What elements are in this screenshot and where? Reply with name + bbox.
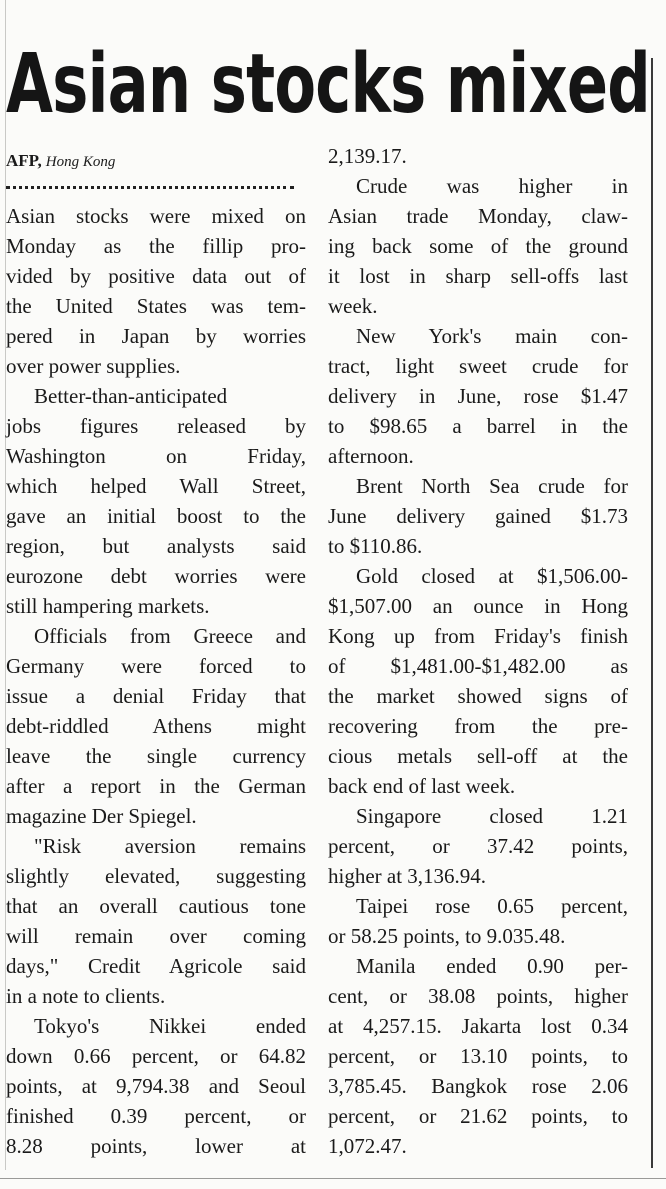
- article-text-line: "Risk aversion remains: [34, 834, 306, 858]
- byline-agency: AFP,: [6, 151, 42, 170]
- article-text-line: Singapore closed 1.21: [356, 804, 628, 828]
- article-column-left: [6, 201, 306, 1161]
- article-text-line: New York's main con-: [356, 324, 628, 348]
- article-text-line: Asian trade Monday, claw-: [328, 204, 628, 228]
- article-text-line: tract, light sweet crude for: [328, 354, 628, 378]
- article-text-line: after a report in the German: [6, 774, 306, 798]
- article-text-line: 3,785.45. Bangkok rose 2.06: [328, 1074, 628, 1098]
- article-text-line: over power supplies.: [6, 354, 181, 378]
- article-text-line: leave the single currency: [6, 744, 306, 768]
- article-text-line: Taipei rose 0.65 percent,: [356, 894, 628, 918]
- article-text-line: slightly elevated, suggesting: [6, 864, 306, 888]
- article-text-line: Germany were forced to: [6, 654, 306, 678]
- article-text-line: to $110.86.: [328, 534, 423, 558]
- byline-location: Hong Kong: [45, 154, 116, 170]
- article-text-line: still hampering markets.: [6, 594, 210, 618]
- article-text-line: Monday as the fillip pro-: [6, 234, 306, 258]
- dotted-separator: [6, 186, 294, 191]
- article-text-line: Gold closed at $1,506.00-: [356, 564, 628, 588]
- article-text-line: Manila ended 0.90 per-: [356, 954, 628, 978]
- article-text-line: 8.28 points, lower at: [6, 1134, 306, 1158]
- article-text-line: which helped Wall Street,: [6, 474, 306, 498]
- article-text-line: at 4,257.15. Jakarta lost 0.34: [328, 1014, 628, 1038]
- article-text-line: it lost in sharp sell-offs last: [328, 264, 628, 288]
- article-text-line: Washington on Friday,: [6, 444, 306, 468]
- article-text-line: Asian stocks were mixed on: [6, 204, 306, 228]
- article-text-line: cious metals sell-off at the: [328, 744, 628, 768]
- article-text-line: 2,139.17.: [328, 144, 407, 168]
- article-text-line: cent, or 38.08 points, higher: [328, 984, 628, 1008]
- article-text-line: percent, or 37.42 points,: [328, 834, 628, 858]
- article-text-line: week.: [328, 294, 378, 318]
- article-text-line: back end of last week.: [328, 774, 516, 798]
- article-text-line: delivery in June, rose $1.47: [328, 384, 628, 408]
- article-text-line: in a note to clients.: [6, 984, 166, 1008]
- column-rule: [651, 58, 653, 1168]
- article-text-line: June delivery gained $1.73: [328, 504, 628, 528]
- article-text-line: of $1,481.00-$1,482.00 as: [328, 654, 628, 678]
- article-text-line: Tokyo's Nikkei ended: [34, 1014, 306, 1038]
- article-text-line: $1,507.00 an ounce in Hong: [328, 594, 628, 618]
- article-text-line: Kong up from Friday's finish: [328, 624, 628, 648]
- article-text-line: eurozone debt worries were: [6, 564, 306, 588]
- article-text-line: higher at 3,136.94.: [328, 864, 487, 888]
- article-text-line: region, but analysts said: [6, 534, 306, 558]
- article-text-line: 1,072.47.: [328, 1134, 407, 1158]
- article-text-line: vided by positive data out of: [6, 264, 306, 288]
- article-text-line: Better-than-anticipated: [34, 384, 228, 408]
- headline: Asian stocks mixed: [6, 37, 650, 132]
- article-text-line: afternoon.: [328, 444, 414, 468]
- article-text-line: gave an initial boost to the: [6, 504, 306, 528]
- article-text-line: down 0.66 percent, or 64.82: [6, 1044, 306, 1068]
- article-text-line: days," Credit Agricole said: [6, 954, 306, 978]
- article-text-line: issue a denial Friday that: [6, 684, 306, 708]
- article-text-line: finished 0.39 percent, or: [6, 1104, 306, 1128]
- article-text-line: that an overall cautious tone: [6, 894, 306, 918]
- article-text-line: Officials from Greece and: [34, 624, 306, 648]
- byline: [6, 150, 300, 172]
- article-text-line: debt-riddled Athens might: [6, 714, 306, 738]
- article-text-line: ing back some of the ground: [328, 234, 628, 258]
- article-text-line: will remain over coming: [6, 924, 306, 948]
- article-text-line: the United States was tem-: [6, 294, 306, 318]
- article-text-line: Crude was higher in: [356, 174, 628, 198]
- article-text-line: Brent North Sea crude for: [356, 474, 628, 498]
- article-text-line: percent, or 13.10 points, to: [328, 1044, 628, 1068]
- article-text-line: points, at 9,794.38 and Seoul: [6, 1074, 306, 1098]
- article-text-line: the market showed signs of: [328, 684, 628, 708]
- article-text-line: or 58.25 points, to 9.035.48.: [328, 924, 566, 948]
- bottom-border-rule: [0, 1178, 666, 1179]
- article-text-line: to $98.65 a barrel in the: [328, 414, 628, 438]
- article-text-line: pered in Japan by worries: [6, 324, 306, 348]
- article-text-line: percent, or 21.62 points, to: [328, 1104, 628, 1128]
- article-text-line: magazine Der Spiegel.: [6, 804, 197, 828]
- article-column-right: [328, 141, 628, 1161]
- article-text-line: recovering from the pre-: [328, 714, 628, 738]
- article-text-line: jobs figures released by: [6, 414, 306, 438]
